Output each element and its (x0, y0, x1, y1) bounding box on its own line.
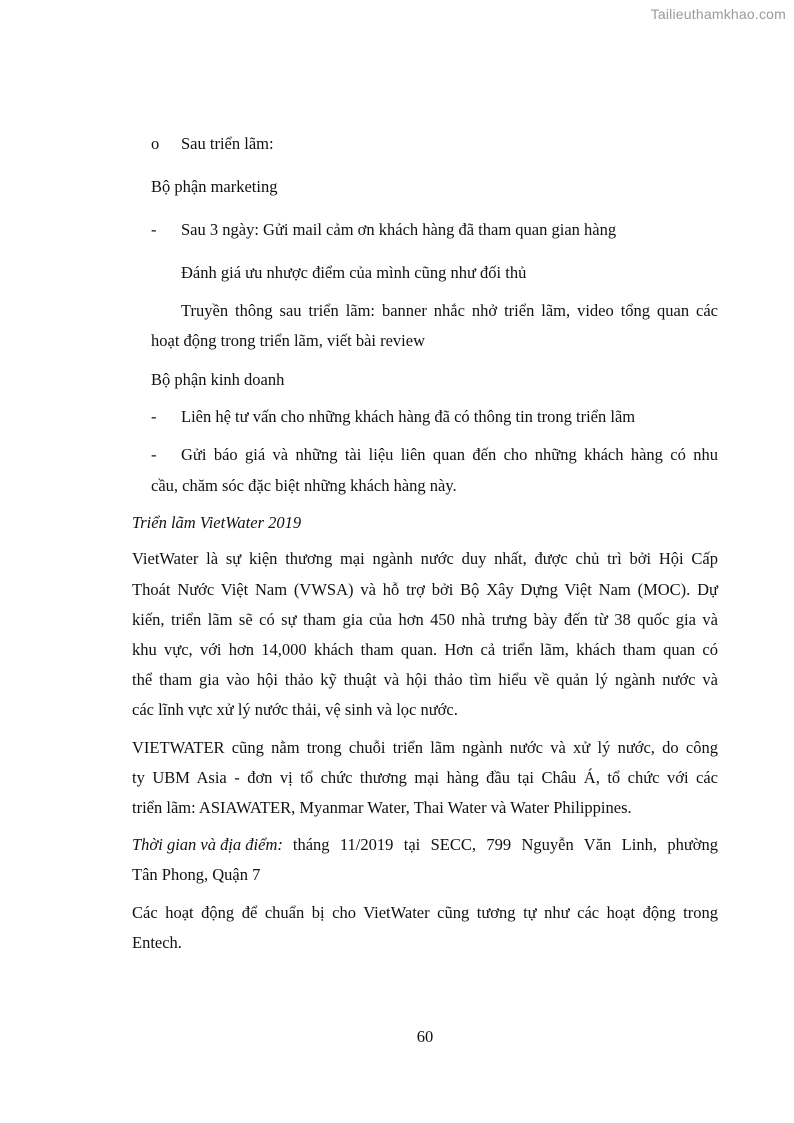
dash-marker: - (151, 220, 157, 239)
paragraph-line: kiến, triển lãm sẽ có sự tham gia của hơn 450 nhà trưng bày đến từ 38 quốc gia và (132, 610, 718, 629)
paragraph-line: Các hoạt động để chuẩn bị cho VietWater cũng tương tự như các hoạt động trong (132, 903, 718, 922)
marketing-item-media-line2: hoạt động trong triển lãm, viết bài review (151, 331, 426, 350)
marketing-item-media-line1: Truyền thông sau triển lãm: banner nhắc nhở triển lãm, video tổng quan các (181, 301, 718, 320)
paragraph-line: VietWater là sự kiện thương mại ngành nước duy nhất, được chủ trì bởi Hội Cấp (132, 549, 718, 568)
paragraph-line: Entech. (132, 933, 182, 952)
time-place-line (132, 834, 718, 856)
paragraph-line: VIETWATER cũng nằm trong chuỗi triển lãm ngành nước và xử lý nước, do công (132, 738, 718, 757)
paragraph-line: khu vực, với hơn 14,000 khách tham quan. Hơn cả triển lãm, khách tham quan có (132, 640, 718, 659)
list-circle-marker: o (151, 134, 160, 153)
watermark: Tailieuthamkhao.com (650, 6, 786, 22)
paragraph-line: Thoát Nước Việt Nam (VWSA) và hỗ trợ bởi Bộ Xây Dựng Việt Nam (MOC). Dự (132, 580, 718, 599)
sales-item-quote-line2: cầu, chăm sóc đặc biệt những khách hàng này. (151, 476, 457, 495)
marketing-dept-heading: Bộ phận marketing (151, 177, 278, 196)
sales-dept-heading: Bộ phận kinh doanh (151, 370, 285, 389)
paragraph-line: triển lãm: ASIAWATER, Myanmar Water, Thai Water và Water Philippines. (132, 798, 632, 817)
sales-item-quote-line1: Gửi báo giá và những tài liệu liên quan đến cho những khách hàng có nhu (181, 445, 718, 464)
paragraph-line: ty UBM Asia - đơn vị tổ chức thương mại hàng đầu tại Châu Á, tổ chức với các (132, 768, 718, 787)
marketing-item-evaluate: Đánh giá ưu nhược điểm của mình cũng như đối thủ (181, 263, 527, 282)
paragraph-line: thể tham gia vào hội thảo kỹ thuật và hội thảo tìm hiểu về quản lý ngành nước và (132, 670, 718, 689)
page-number: 60 (416, 1027, 434, 1046)
marketing-item-thank-you: Sau 3 ngày: Gửi mail cảm ơn khách hàng đã tham quan gian hàng (181, 220, 617, 239)
after-fair-heading: Sau triển lãm: (181, 134, 274, 153)
dash-marker: - (151, 407, 157, 426)
time-place-value: tháng 11/2019 tại SECC, 799 Nguyễn Văn Linh, phường (292, 835, 718, 854)
time-place-continuation: Tân Phong, Quận 7 (132, 865, 261, 884)
paragraph-line: các lĩnh vực xử lý nước thải, vệ sinh và lọc nước. (132, 700, 458, 719)
time-place-label: Thời gian và địa điểm: (132, 835, 283, 854)
section-title: Triển lãm VietWater 2019 (132, 513, 302, 532)
sales-item-consult: Liên hệ tư vấn cho những khách hàng đã có thông tin trong triển lãm (181, 407, 636, 426)
dash-marker: - (151, 445, 157, 464)
